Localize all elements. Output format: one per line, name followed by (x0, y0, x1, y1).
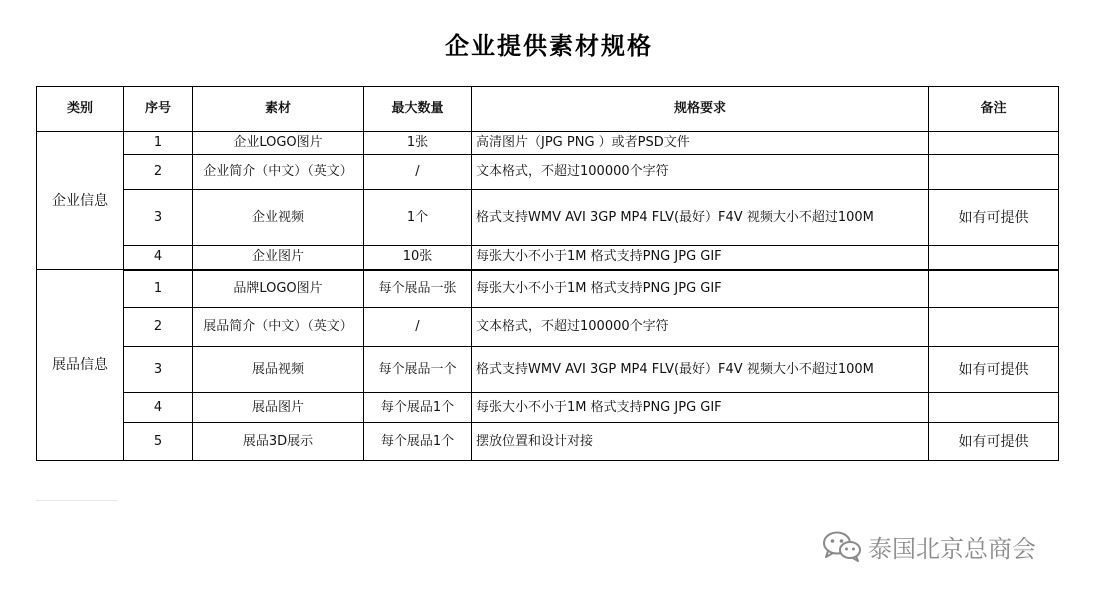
max-quantity-cell: 10张 (364, 246, 472, 270)
max-quantity-cell: 每个展品一张 (364, 270, 472, 308)
max-quantity-cell: / (364, 155, 472, 190)
spec-cell: 高清图片（JPG PNG ）或者PSD文件 (472, 132, 929, 155)
material-spec-table (36, 86, 1059, 461)
page-title: 企业提供素材规格 (445, 32, 653, 60)
material-cell: 品牌LOGO图片 (193, 270, 364, 308)
table-row (37, 270, 1059, 308)
header-max-quantity: 最大数量 (364, 87, 472, 132)
table-row (37, 190, 1059, 246)
table-row (37, 308, 1059, 347)
max-quantity-cell: 1张 (364, 132, 472, 155)
wechat-icon (820, 528, 864, 564)
material-cell: 展品简介（中文）（英文） (193, 308, 364, 347)
note-cell (929, 155, 1059, 190)
material-cell: 展品3D展示 (193, 423, 364, 461)
header-remarks: 备注 (929, 87, 1059, 132)
header-number: 序号 (124, 87, 193, 132)
table-row (37, 132, 1059, 155)
spec-cell: 格式支持WMV AVI 3GP MP4 FLV(最好）F4V 视频大小不超过100M (472, 190, 929, 246)
table-header-row (37, 87, 1059, 132)
spec-cell: 格式支持WMV AVI 3GP MP4 FLV(最好）F4V 视频大小不超过100M (472, 347, 929, 393)
spec-cell: 每张大小不小于1M 格式支持PNG JPG GIF (472, 270, 929, 308)
note-cell (929, 246, 1059, 270)
watermark-text: 泰国北京总商会 (868, 534, 1036, 563)
material-cell: 企业LOGO图片 (193, 132, 364, 155)
spec-cell: 文本格式，不超过100000个字符 (472, 308, 929, 347)
note-cell: 如有可提供 (929, 423, 1059, 461)
table-row (37, 155, 1059, 190)
material-cell: 企业图片 (193, 246, 364, 270)
note-cell: 如有可提供 (929, 347, 1059, 393)
category-cell: 展品信息 (37, 270, 124, 461)
table-row (37, 393, 1059, 423)
divider (36, 500, 118, 501)
row-number: 1 (124, 270, 193, 308)
table-row (37, 423, 1059, 461)
row-number: 4 (124, 393, 193, 423)
material-cell: 展品视频 (193, 347, 364, 393)
table-row (37, 347, 1059, 393)
row-number: 5 (124, 423, 193, 461)
note-cell (929, 132, 1059, 155)
spec-cell: 文本格式，不超过100000个字符 (472, 155, 929, 190)
material-cell: 企业视频 (193, 190, 364, 246)
row-number: 1 (124, 132, 193, 155)
note-cell (929, 270, 1059, 308)
max-quantity-cell: 每个展品1个 (364, 423, 472, 461)
note-cell: 如有可提供 (929, 190, 1059, 246)
watermark (820, 528, 1036, 564)
max-quantity-cell: / (364, 308, 472, 347)
spec-cell: 每张大小不小于1M 格式支持PNG JPG GIF (472, 246, 929, 270)
material-cell: 展品图片 (193, 393, 364, 423)
spec-cell: 每张大小不小于1M 格式支持PNG JPG GIF (472, 393, 929, 423)
row-number: 2 (124, 308, 193, 347)
row-number: 4 (124, 246, 193, 270)
category-cell: 企业信息 (37, 132, 124, 270)
header-spec-requirements: 规格要求 (472, 87, 929, 132)
note-cell (929, 308, 1059, 347)
max-quantity-cell: 每个展品一个 (364, 347, 472, 393)
row-number: 2 (124, 155, 193, 190)
max-quantity-cell: 1个 (364, 190, 472, 246)
header-material: 素材 (193, 87, 364, 132)
row-number: 3 (124, 347, 193, 393)
material-cell: 企业简介（中文）（英文） (193, 155, 364, 190)
row-number: 3 (124, 190, 193, 246)
header-category: 类别 (37, 87, 124, 132)
spec-cell: 摆放位置和设计对接 (472, 423, 929, 461)
note-cell (929, 393, 1059, 423)
table-row (37, 246, 1059, 270)
max-quantity-cell: 每个展品1个 (364, 393, 472, 423)
